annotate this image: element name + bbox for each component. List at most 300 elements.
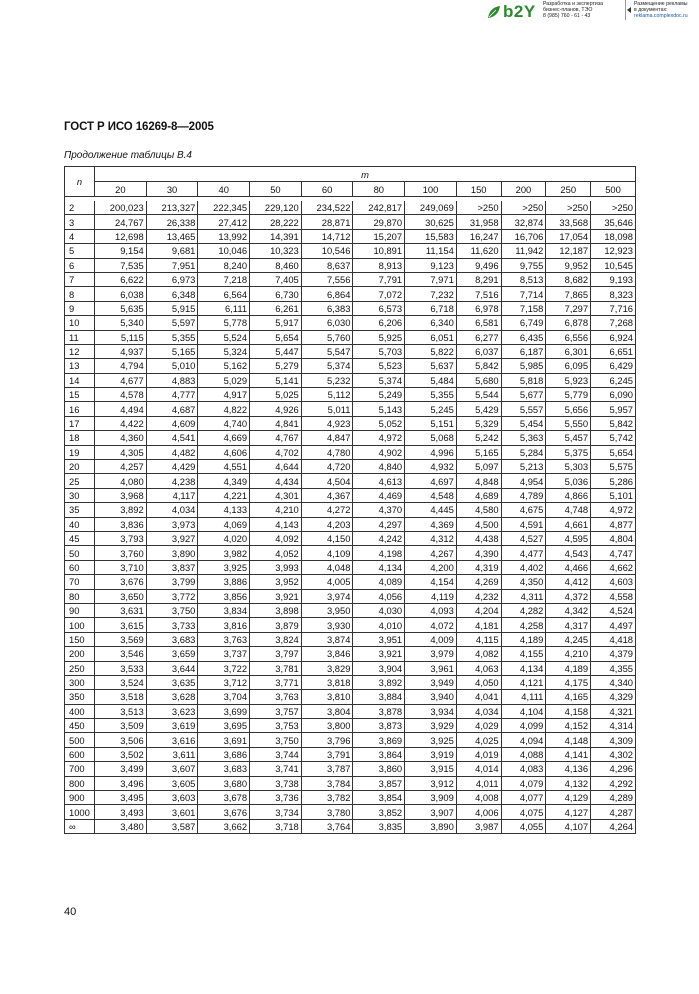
value-cell: 6,429 <box>591 359 636 373</box>
table-row <box>65 560 636 574</box>
row-n-cell: 4 <box>65 229 95 243</box>
value-cell: 4,245 <box>546 632 591 646</box>
value-cell: 3,513 <box>95 704 147 718</box>
value-cell: 4,048 <box>301 560 353 574</box>
value-cell: 3,784 <box>301 776 353 790</box>
value-cell: 4,840 <box>353 460 405 474</box>
value-cell: 4,134 <box>353 560 405 574</box>
value-cell: 3,615 <box>95 618 147 632</box>
value-cell: 5,524 <box>198 330 250 344</box>
value-cell: 4,104 <box>501 704 546 718</box>
value-cell: 6,030 <box>301 316 353 330</box>
row-n-cell: 1000 <box>65 805 95 819</box>
value-cell: 6,090 <box>591 388 636 402</box>
column-header: 40 <box>198 182 250 197</box>
value-cell: 4,083 <box>501 762 546 776</box>
value-cell: 6,978 <box>456 301 501 315</box>
ad-line-1: Размещение рекламы <box>634 1 688 7</box>
value-cell: 10,545 <box>591 258 636 272</box>
value-cell: 3,915 <box>405 762 457 776</box>
table-row <box>65 229 636 243</box>
value-cell: 3,722 <box>198 661 250 675</box>
row-n-cell: 250 <box>65 661 95 675</box>
column-header: 150 <box>456 182 501 197</box>
value-cell: 5,842 <box>591 416 636 430</box>
table-row <box>65 632 636 646</box>
table-row <box>65 416 636 430</box>
table-row <box>65 488 636 502</box>
value-cell: 11,942 <box>501 244 546 258</box>
value-cell: 3,662 <box>198 819 250 833</box>
data-table <box>64 166 636 834</box>
value-cell: 5,165 <box>456 445 501 459</box>
value-cell: 7,951 <box>146 258 198 272</box>
value-cell: 4,141 <box>546 747 591 761</box>
value-cell: 7,297 <box>546 301 591 315</box>
value-cell: 4,548 <box>405 488 457 502</box>
value-cell: 3,659 <box>146 647 198 661</box>
table-row <box>65 474 636 488</box>
row-n-cell: 700 <box>65 762 95 776</box>
value-cell: 4,111 <box>501 690 546 704</box>
value-cell: 7,556 <box>301 272 353 286</box>
value-cell: 5,842 <box>456 359 501 373</box>
value-cell: 3,796 <box>301 733 353 747</box>
value-cell: 5,447 <box>250 344 302 358</box>
value-cell: 5,635 <box>95 301 147 315</box>
value-cell: 6,206 <box>353 316 405 330</box>
value-cell: 4,609 <box>146 416 198 430</box>
value-cell: 5,915 <box>146 301 198 315</box>
value-cell: 3,898 <box>250 603 302 617</box>
value-cell: 3,605 <box>146 776 198 790</box>
value-cell: 3,982 <box>198 546 250 560</box>
value-cell: 5,115 <box>95 330 147 344</box>
table-row <box>65 388 636 402</box>
value-cell: 3,799 <box>146 575 198 589</box>
value-cell: 4,675 <box>501 503 546 517</box>
table-row <box>65 301 636 315</box>
value-cell: 3,753 <box>250 719 302 733</box>
table-row <box>65 603 636 617</box>
column-header: 60 <box>301 182 353 197</box>
value-cell: 4,689 <box>456 488 501 502</box>
value-cell: 4,662 <box>591 560 636 574</box>
developer-info <box>543 1 613 19</box>
value-cell: 4,189 <box>546 661 591 675</box>
value-cell: 4,041 <box>456 690 501 704</box>
value-cell: 3,804 <box>301 704 353 718</box>
value-cell: 3,699 <box>198 704 250 718</box>
value-cell: 7,268 <box>591 316 636 330</box>
value-cell: 5,597 <box>146 316 198 330</box>
value-cell: 4,136 <box>546 762 591 776</box>
value-cell: 5,374 <box>301 359 353 373</box>
value-cell: 3,791 <box>301 747 353 761</box>
value-cell: 3,750 <box>146 603 198 617</box>
value-cell: 4,748 <box>546 503 591 517</box>
value-cell: 5,151 <box>405 416 457 430</box>
value-cell: 4,477 <box>501 546 546 560</box>
value-cell: 3,496 <box>95 776 147 790</box>
value-cell: 3,912 <box>405 776 457 790</box>
value-cell: 18,098 <box>591 229 636 243</box>
value-cell: 3,968 <box>95 488 147 502</box>
value-cell: 4,866 <box>546 488 591 502</box>
value-cell: 4,702 <box>250 445 302 459</box>
value-cell: 3,763 <box>198 632 250 646</box>
row-n-cell: 100 <box>65 618 95 632</box>
value-cell: 3,546 <box>95 647 147 661</box>
value-cell: 4,203 <box>301 517 353 531</box>
value-cell: 6,095 <box>546 359 591 373</box>
value-cell: 6,261 <box>250 301 302 315</box>
row-n-cell: 15 <box>65 388 95 402</box>
value-cell: 4,497 <box>591 618 636 632</box>
row-n-cell: 14 <box>65 373 95 387</box>
value-cell: 4,314 <box>591 719 636 733</box>
value-cell: 8,323 <box>591 287 636 301</box>
value-cell: 4,143 <box>250 517 302 531</box>
value-cell: 8,682 <box>546 272 591 286</box>
value-cell: 7,971 <box>405 272 457 286</box>
value-cell: 4,340 <box>591 675 636 689</box>
value-cell: 6,038 <box>95 287 147 301</box>
row-n-cell: 350 <box>65 690 95 704</box>
value-cell: 3,736 <box>250 791 302 805</box>
value-cell: 4,079 <box>501 776 546 790</box>
value-cell: 3,771 <box>250 675 302 689</box>
value-cell: 10,546 <box>301 244 353 258</box>
value-cell: 3,569 <box>95 632 147 646</box>
value-cell: 6,301 <box>546 344 591 358</box>
value-cell: 5,429 <box>456 402 501 416</box>
value-cell: 4,578 <box>95 388 147 402</box>
value-cell: 4,418 <box>591 632 636 646</box>
value-cell: 5,101 <box>591 488 636 502</box>
value-cell: 3,993 <box>250 560 302 574</box>
value-cell: 3,800 <box>301 719 353 733</box>
value-cell: 3,950 <box>301 603 353 617</box>
value-cell: 5,375 <box>546 445 591 459</box>
value-cell: 7,158 <box>501 301 546 315</box>
value-cell: 4,109 <box>301 546 353 560</box>
value-cell: 4,669 <box>198 431 250 445</box>
value-cell: 3,628 <box>146 690 198 704</box>
value-cell: 4,603 <box>591 575 636 589</box>
value-cell: 3,864 <box>353 747 405 761</box>
row-n-cell: 7 <box>65 272 95 286</box>
value-cell: >250 <box>546 201 591 215</box>
value-cell: 15,583 <box>405 229 457 243</box>
value-cell: 3,952 <box>250 575 302 589</box>
value-cell: 5,112 <box>301 388 353 402</box>
value-cell: 4,543 <box>546 546 591 560</box>
value-cell: 3,533 <box>95 661 147 675</box>
value-cell: 4,025 <box>456 733 501 747</box>
value-cell: 5,165 <box>146 344 198 358</box>
value-cell: 6,277 <box>456 330 501 344</box>
value-cell: 4,677 <box>95 373 147 387</box>
value-cell: 5,162 <box>198 359 250 373</box>
value-cell: 4,075 <box>501 805 546 819</box>
value-cell: 7,218 <box>198 272 250 286</box>
table-row <box>65 647 636 661</box>
value-cell: 5,957 <box>591 402 636 416</box>
value-cell: 4,687 <box>146 402 198 416</box>
value-cell: 6,111 <box>198 301 250 315</box>
value-cell: 3,854 <box>353 791 405 805</box>
value-cell: 3,506 <box>95 733 147 747</box>
value-cell: 4,926 <box>250 402 302 416</box>
value-cell: 3,635 <box>146 675 198 689</box>
value-cell: 4,302 <box>591 747 636 761</box>
value-cell: 4,152 <box>546 719 591 733</box>
value-cell: 3,797 <box>250 647 302 661</box>
value-cell: 3,836 <box>95 517 147 531</box>
value-cell: 3,793 <box>95 531 147 545</box>
table-row <box>65 589 636 603</box>
table-row <box>65 316 636 330</box>
table-row <box>65 460 636 474</box>
value-cell: 3,480 <box>95 819 147 833</box>
value-cell: 4,133 <box>198 503 250 517</box>
value-cell: 4,902 <box>353 445 405 459</box>
value-cell: 3,987 <box>456 819 501 833</box>
value-cell: 3,733 <box>146 618 198 632</box>
value-cell: 3,683 <box>198 762 250 776</box>
value-cell: 4,482 <box>146 445 198 459</box>
value-cell: 4,551 <box>198 460 250 474</box>
value-cell: 4,189 <box>501 632 546 646</box>
value-cell: 3,502 <box>95 747 147 761</box>
value-cell: 6,435 <box>501 330 546 344</box>
value-cell: 4,804 <box>591 531 636 545</box>
value-cell: 5,324 <box>198 344 250 358</box>
value-cell: 4,972 <box>353 431 405 445</box>
value-cell: 3,949 <box>405 675 457 689</box>
value-cell: 4,282 <box>501 603 546 617</box>
b2y-logo[interactable] <box>487 2 536 22</box>
value-cell: 4,011 <box>456 776 501 790</box>
value-cell: 5,363 <box>501 431 546 445</box>
value-cell: 234,522 <box>301 201 353 215</box>
value-cell: 3,741 <box>250 762 302 776</box>
row-n-cell: 300 <box>65 675 95 689</box>
value-cell: 4,954 <box>501 474 546 488</box>
value-cell: 229,120 <box>250 201 302 215</box>
value-cell: 4,030 <box>353 603 405 617</box>
value-cell: 4,005 <box>301 575 353 589</box>
column-header: 100 <box>405 182 457 197</box>
value-cell: 4,165 <box>546 690 591 704</box>
value-cell: 4,329 <box>591 690 636 704</box>
value-cell: 4,050 <box>456 675 501 689</box>
column-header: 20 <box>95 182 147 197</box>
value-cell: 6,187 <box>501 344 546 358</box>
value-cell: 4,082 <box>456 647 501 661</box>
value-cell: 3,499 <box>95 762 147 776</box>
value-cell: 5,654 <box>591 445 636 459</box>
value-cell: 4,541 <box>146 431 198 445</box>
value-cell: 3,884 <box>353 690 405 704</box>
table-row <box>65 503 636 517</box>
value-cell: 3,892 <box>95 503 147 517</box>
value-cell: 4,311 <box>501 589 546 603</box>
value-cell: 3,951 <box>353 632 405 646</box>
value-cell: 6,564 <box>198 287 250 301</box>
value-cell: 4,029 <box>456 719 501 733</box>
value-cell: 6,556 <box>546 330 591 344</box>
value-cell: 4,232 <box>456 589 501 603</box>
value-cell: 3,603 <box>146 791 198 805</box>
row-n-cell: 20 <box>65 460 95 474</box>
column-header-row <box>65 182 636 197</box>
row-n-cell: 13 <box>65 359 95 373</box>
table-row <box>65 690 636 704</box>
table-row <box>65 546 636 560</box>
value-cell: 4,289 <box>591 791 636 805</box>
value-cell: 9,193 <box>591 272 636 286</box>
value-cell: 5,547 <box>301 344 353 358</box>
value-cell: 5,242 <box>456 431 501 445</box>
value-cell: 5,029 <box>198 373 250 387</box>
value-cell: 3,909 <box>405 791 457 805</box>
value-cell: 9,123 <box>405 258 457 272</box>
value-cell: 4,034 <box>456 704 501 718</box>
value-cell: 31,958 <box>456 215 501 229</box>
value-cell: 8,913 <box>353 258 405 272</box>
value-cell: 4,099 <box>501 719 546 733</box>
value-cell: 3,973 <box>146 517 198 531</box>
value-cell: 3,737 <box>198 647 250 661</box>
value-cell: 4,069 <box>198 517 250 531</box>
value-cell: 4,115 <box>456 632 501 646</box>
value-cell: 4,429 <box>146 460 198 474</box>
value-cell: 29,870 <box>353 215 405 229</box>
value-cell: 33,568 <box>546 215 591 229</box>
value-cell: 4,794 <box>95 359 147 373</box>
value-cell: 3,787 <box>301 762 353 776</box>
value-cell: 4,117 <box>146 488 198 502</box>
value-cell: 24,767 <box>95 215 147 229</box>
column-header: 30 <box>146 182 198 197</box>
value-cell: 4,210 <box>250 503 302 517</box>
value-cell: 3,782 <box>301 791 353 805</box>
value-cell: 4,093 <box>405 603 457 617</box>
value-cell: 6,581 <box>456 316 501 330</box>
value-cell: 5,680 <box>456 373 501 387</box>
value-cell: 5,340 <box>95 316 147 330</box>
value-cell: 3,695 <box>198 719 250 733</box>
value-cell: 3,846 <box>301 647 353 661</box>
value-cell: 3,763 <box>250 690 302 704</box>
value-cell: 3,686 <box>198 747 250 761</box>
value-cell: 4,129 <box>546 791 591 805</box>
value-cell: 5,779 <box>546 388 591 402</box>
value-cell: 7,791 <box>353 272 405 286</box>
table-row <box>65 330 636 344</box>
dev-line-2: бизнес-планов, ТЭО <box>543 7 593 13</box>
n-header: n <box>65 167 95 197</box>
value-cell: 16,706 <box>501 229 546 243</box>
value-cell: 3,934 <box>405 704 457 718</box>
ad-line-2: в документах: <box>634 7 668 13</box>
row-n-cell: 19 <box>65 445 95 459</box>
value-cell: 7,865 <box>546 287 591 301</box>
value-cell: 4,063 <box>456 661 501 675</box>
value-cell: 3,904 <box>353 661 405 675</box>
value-cell: 4,121 <box>501 675 546 689</box>
value-cell: 4,158 <box>546 704 591 718</box>
value-cell: 3,929 <box>405 719 457 733</box>
ad-info <box>634 1 699 19</box>
value-cell: 8,637 <box>301 258 353 272</box>
row-n-cell: 3 <box>65 215 95 229</box>
value-cell: 5,917 <box>250 316 302 330</box>
value-cell: 4,052 <box>250 546 302 560</box>
ad-link[interactable]: reklama.complexdoc.ru <box>634 13 688 19</box>
value-cell: 5,637 <box>405 359 457 373</box>
value-cell: 4,317 <box>546 618 591 632</box>
value-cell: 4,841 <box>250 416 302 430</box>
value-cell: 4,877 <box>591 517 636 531</box>
value-cell: 4,500 <box>456 517 501 531</box>
value-cell: 4,080 <box>95 474 147 488</box>
value-cell: 12,187 <box>546 244 591 258</box>
value-cell: 4,972 <box>591 503 636 517</box>
value-cell: 5,523 <box>353 359 405 373</box>
value-cell: 4,558 <box>591 589 636 603</box>
row-n-cell: 10 <box>65 316 95 330</box>
value-cell: 11,154 <box>405 244 457 258</box>
value-cell: 4,661 <box>546 517 591 531</box>
value-cell: 6,340 <box>405 316 457 330</box>
value-cell: 3,879 <box>250 618 302 632</box>
value-cell: 9,154 <box>95 244 147 258</box>
value-cell: 6,730 <box>250 287 302 301</box>
table-row <box>65 359 636 373</box>
value-cell: 5,575 <box>591 460 636 474</box>
value-cell: 6,878 <box>546 316 591 330</box>
value-cell: 7,516 <box>456 287 501 301</box>
value-cell: 5,760 <box>301 330 353 344</box>
value-cell: 4,175 <box>546 675 591 689</box>
value-cell: 5,742 <box>591 431 636 445</box>
value-cell: 4,847 <box>301 431 353 445</box>
value-cell: 4,740 <box>198 416 250 430</box>
value-cell: 4,355 <box>591 661 636 675</box>
table-row <box>65 704 636 718</box>
value-cell: 5,822 <box>405 344 457 358</box>
value-cell: 4,370 <box>353 503 405 517</box>
value-cell: 3,611 <box>146 747 198 761</box>
value-cell: 4,591 <box>501 517 546 531</box>
row-n-cell: 35 <box>65 503 95 517</box>
row-n-cell: 45 <box>65 531 95 545</box>
table-continuation-caption: Продолжение таблицы В.4 <box>64 150 192 161</box>
value-cell: 5,374 <box>353 373 405 387</box>
value-cell: 4,319 <box>456 560 501 574</box>
value-cell: 10,323 <box>250 244 302 258</box>
value-cell: 4,305 <box>95 445 147 459</box>
value-cell: 4,312 <box>405 531 457 545</box>
value-cell: 8,513 <box>501 272 546 286</box>
value-cell: 28,871 <box>301 215 353 229</box>
value-cell: >250 <box>501 201 546 215</box>
value-cell: 5,245 <box>405 402 457 416</box>
value-cell: 5,303 <box>546 460 591 474</box>
